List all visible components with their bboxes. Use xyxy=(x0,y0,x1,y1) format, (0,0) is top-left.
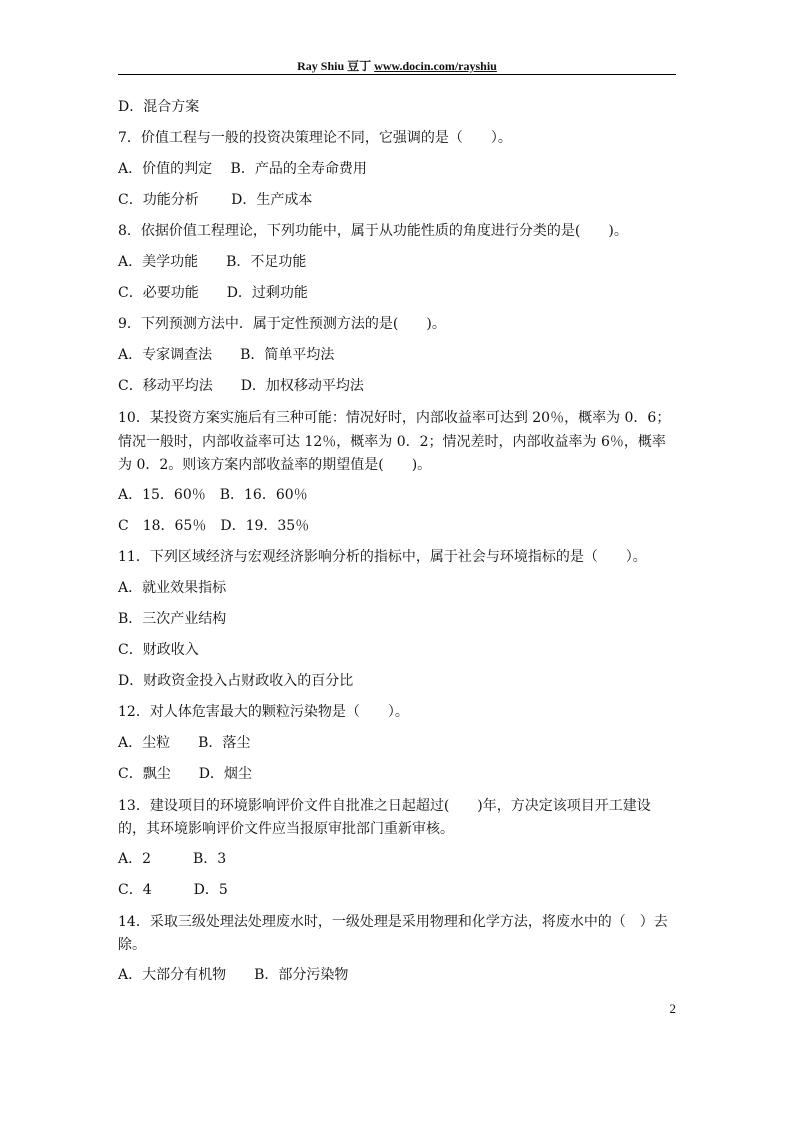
page-header xyxy=(118,58,676,74)
question-13-options-cd: C．4 D．5 xyxy=(118,881,228,898)
question-11-option-a: A．就业效果指标 xyxy=(118,579,227,596)
question-11: 11．下列区域经济与宏观经济影响分析的指标中，属于社会与环境指标的是（ ）。 xyxy=(118,548,647,565)
question-7-options-ab: A．价值的判定 B．产品的全寿命费用 xyxy=(118,161,367,177)
question-8: 8．依据价值工程理论，下列功能中，属于从功能性质的角度进行分类的是( )。 xyxy=(118,223,628,239)
header-site-name: 豆丁 xyxy=(347,59,372,73)
question-10-options-cd: C 18．65％ D．19．35％ xyxy=(118,517,310,534)
document-body xyxy=(118,97,678,996)
question-7: 7．价值工程与一般的投资决策理论不同，它强调的是（ ）。 xyxy=(118,130,512,146)
question-8-options-ab: A．美学功能 B．不足功能 xyxy=(118,254,307,270)
question-11-option-d: D．财政资金投入占财政收入的百分比 xyxy=(118,672,354,689)
question-13-options-ab: A．2 B．3 xyxy=(118,850,227,867)
question-9-options-ab: A．专家调查法 B．简单平均法 xyxy=(118,347,335,363)
question-11-option-c: C．财政收入 xyxy=(118,641,199,658)
question-13: 13．建设项目的环境影响评价文件自批准之日起超过( )年，方决定该项目开工建设的，其环境影响评价文件应当报原审批部门重新审核。 xyxy=(118,797,651,837)
question-10-options-ab: A．15．60％ B．16．60％ xyxy=(118,486,308,503)
question-8-options-cd: C．必要功能 D．过剩功能 xyxy=(118,285,308,301)
page-number: 2 xyxy=(669,1001,676,1016)
question-12-options-cd: C．飘尘 D．烟尘 xyxy=(118,765,252,782)
header-url-link[interactable]: www.docin.com/rayshiu xyxy=(374,59,497,73)
question-14: 14．采取三级处理法处理废水时，一级处理是采用物理和化学方法，将废水中的（ ）去除。 xyxy=(118,913,668,953)
header-author: Ray Shiu xyxy=(297,59,345,73)
question-14-options-ab: A．大部分有机物 B．部分污染物 xyxy=(118,966,349,983)
question-9: 9．下列预测方法中．属于定性预测方法的是( )。 xyxy=(118,316,446,332)
question-7-options-cd: C．功能分析 D．生产成本 xyxy=(118,192,313,208)
question-12: 12．对人体危害最大的颗粒污染物是（ ）。 xyxy=(118,703,409,720)
question-9-options-cd: C．移动平均法 D．加权移动平均法 xyxy=(118,378,364,394)
question-11-option-b: B．三次产业结构 xyxy=(118,610,227,627)
option-d-mixed-plan: D．混合方案 xyxy=(118,99,200,115)
header-divider xyxy=(118,74,676,75)
question-12-options-ab: A．尘粒 B．落尘 xyxy=(118,734,251,751)
question-10: 10．某投资方案实施后有三种可能：情况好时，内部收益率可达到 20％，概率为 0．6；情况一般时，内部收益率可达 12％，概率为 0．2；情况差时，内部收益率为 6％，概率为 0．2。则该方案内部收益率的期望值是( )。 xyxy=(118,410,671,473)
